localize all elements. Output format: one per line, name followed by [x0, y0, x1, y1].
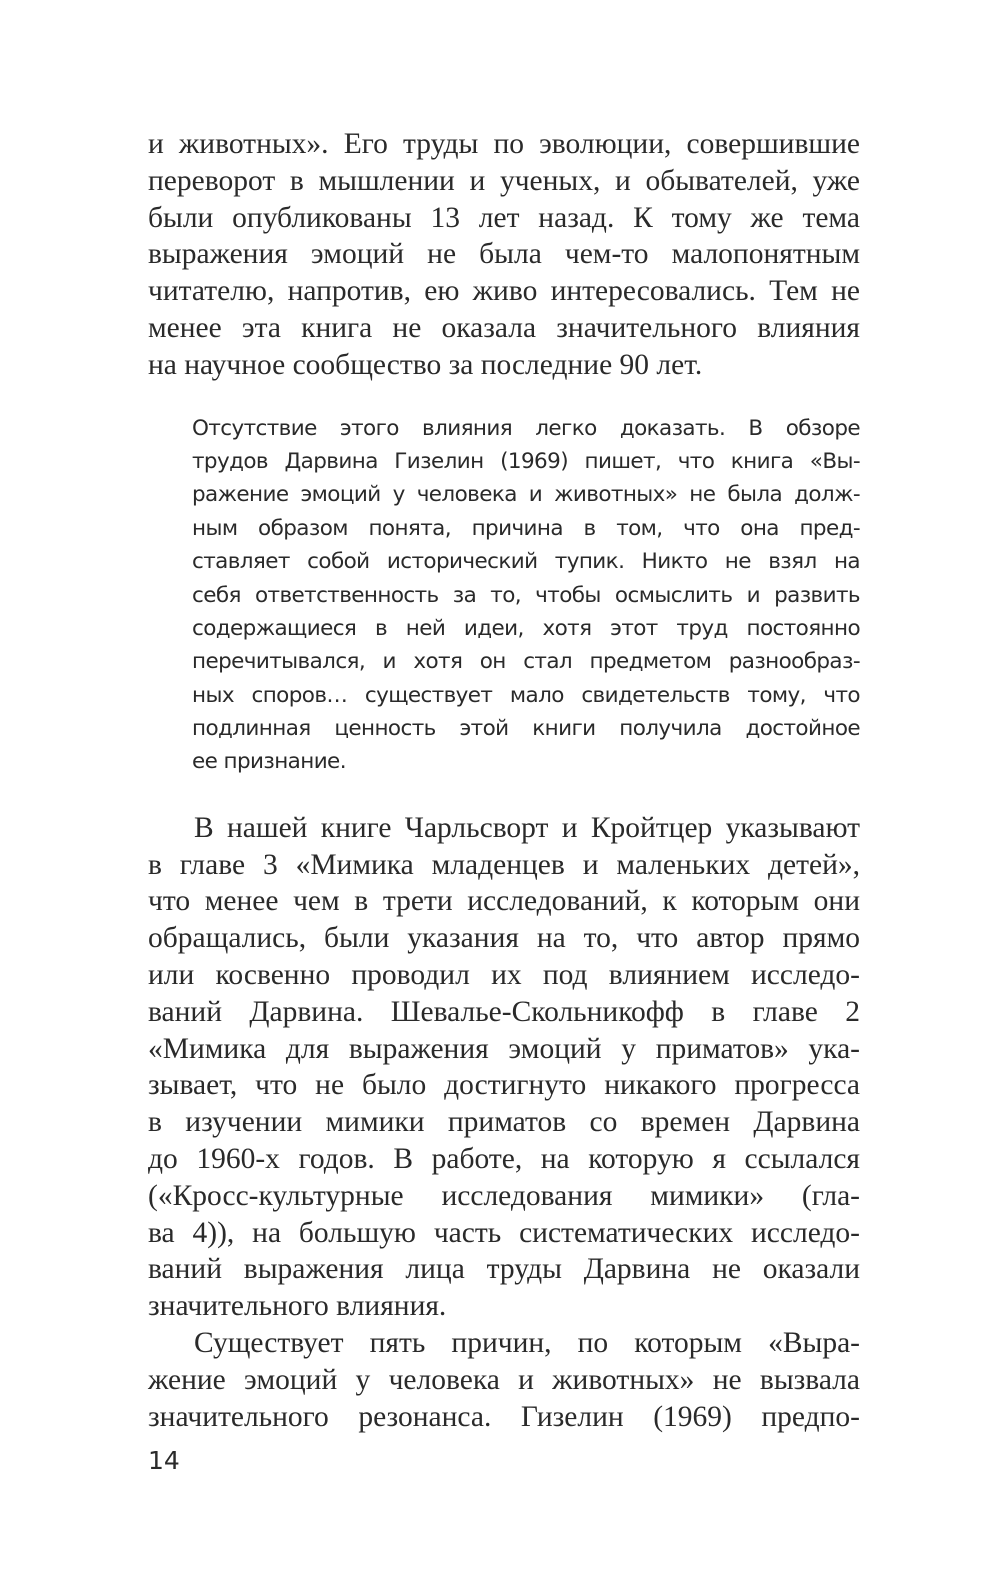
- quote-line: ее признание.: [192, 749, 346, 775]
- text-line: на научное сообщество за последние 90 лет.: [148, 348, 703, 381]
- text-line: жение эмоций у человека и животных» не вызвала: [148, 1363, 860, 1396]
- text-line: менее эта книга не оказала значительного влияния: [148, 311, 860, 344]
- text-line: что менее чем в трети исследований, к которым они: [148, 885, 860, 918]
- quote-line: ставляет собой исторический тупик. Никто не взял на: [192, 549, 860, 575]
- text-line: «Мимика для выражения эмоций у приматов» ука-: [148, 1032, 860, 1065]
- quote-line: содержащиеся в ней идеи, хотя этот труд постоянно: [192, 615, 860, 641]
- text-line: зывает, что не было достигнуто никакого прогресса: [148, 1069, 860, 1102]
- text-line: ва 4)), на большую часть систематических исследо-: [148, 1216, 860, 1249]
- text-line: и животных». Его труды по эволюции, совершившие: [148, 128, 860, 160]
- paragraph-1: [148, 126, 860, 384]
- block-quote: [192, 412, 860, 779]
- text-line: Существует пять причин, по которым «Выра-: [194, 1327, 860, 1360]
- paragraph-3: [148, 1325, 860, 1435]
- quote-line: перечитывался, и хотя он стал предметом разнообраз-: [192, 649, 860, 675]
- paragraph-2: [148, 810, 860, 1325]
- quote-line: трудов Дарвина Гизелин (1969) пишет, что книга «Вы-: [192, 448, 860, 474]
- quote-line: себя ответственность за то, чтобы осмыслить и развить: [192, 582, 860, 608]
- text-line: читателю, напротив, ею живо интересовались. Тем не: [148, 275, 860, 308]
- text-line: («Кросс-культурные исследования мимики» (гла-: [148, 1179, 860, 1212]
- quote-line: Отсутствие этого влияния легко доказать. В обзоре: [192, 415, 860, 441]
- text-line: выражения эмоций не была чем-то малопонятным: [148, 238, 860, 271]
- text-line: переворот в мышлении и ученых, и обывателей, уже: [148, 164, 860, 197]
- text-line: или косвенно проводил их под влиянием исследо-: [148, 959, 860, 992]
- text-line: ваний Дарвина. Шевалье-Скольникофф в главе 2: [148, 995, 860, 1028]
- text-line: обращались, были указания на то, что автор прямо: [148, 922, 860, 955]
- quote-line: ных споров… существует мало свидетельств тому, что: [192, 682, 860, 708]
- text-line: в изучении мимики приматов со времен Дарвина: [148, 1106, 860, 1139]
- quote-line: ным образом понята, причина в том, что она пред-: [192, 515, 860, 541]
- text-line: в главе 3 «Мимика младенцев и маленьких детей»,: [148, 848, 860, 881]
- text-line: В нашей книге Чарльсворт и Кройтцер указывают: [194, 811, 860, 844]
- text-line: ваний выражения лица труды Дарвина не оказали: [148, 1253, 860, 1286]
- text-line: до 1960-х годов. В работе, на которую я ссылался: [148, 1143, 860, 1176]
- text-line: значительного влияния.: [148, 1290, 447, 1323]
- book-page: [148, 126, 860, 1435]
- quote-line: ражение эмоций у человека и животных» не была долж-: [192, 482, 860, 508]
- quote-line: подлинная ценность этой книги получила достойное: [192, 716, 860, 742]
- page-number: 14: [148, 1446, 180, 1475]
- text-line: были опубликованы 13 лет назад. К тому же тема: [148, 201, 860, 234]
- text-line: значительного резонанса. Гизелин (1969) предпо-: [148, 1400, 860, 1433]
